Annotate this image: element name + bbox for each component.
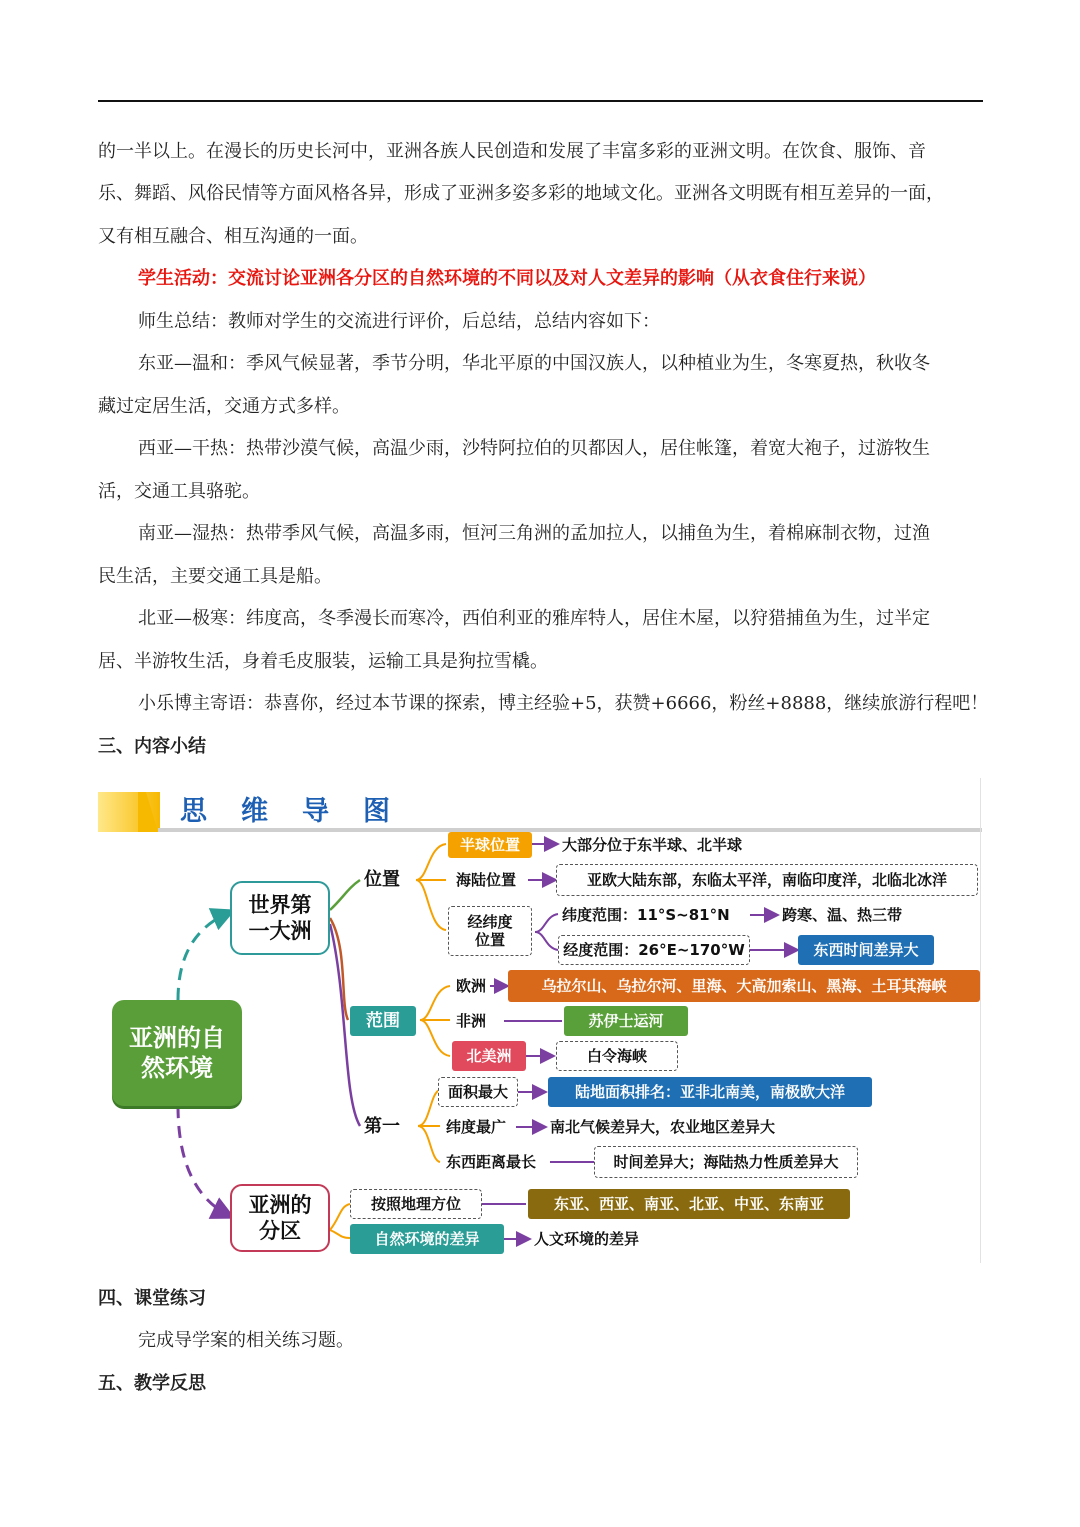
mind-map [98,778,982,1263]
world-first-node: 世界第一大洲 [230,881,330,955]
paragraph-line: 的一半以上。在漫长的历史长河中，亚洲各族人民创造和发展了丰富多彩的亚洲文明。在饮食、服饰、音 [98,141,926,162]
north-asia-line: 北亚—极寒：纬度高，冬季漫长而寒冷，西伯利亚的雅库特人，居住木屋，以狩猎捕鱼为生，过半定 [138,608,930,629]
root-node: 亚洲的自然环境 [112,1000,242,1106]
area-value: 陆地面积排名：亚非北南美，南极欧大洋 [548,1077,872,1107]
natural-diff-node: 自然环境的差异 [350,1224,504,1254]
ewlong-value: 时间差异大；海陆热力性质差异大 [594,1146,858,1178]
lat-range: 纬度范围：11°S~81°N [562,906,730,924]
paragraph-line: 乐、舞蹈、风俗民情等方面风格各异，形成了亚洲多姿多彩的地域文化。亚洲各文明既有相互差异的一面， [98,183,944,204]
latwide-node: 纬度最广 [446,1118,507,1136]
west-asia-line-cont: 活，交通工具骆驼。 [98,481,260,502]
hemisphere-node: 半球位置 [448,832,532,858]
by-geo-value: 东亚、西亚、南亚、北亚、中亚、东南亚 [528,1189,850,1219]
lon-result: 东西时间差异大 [798,935,934,965]
south-asia-line-cont: 民生活，主要交通工具是船。 [98,566,332,587]
lon-range: 经度范围：26°E~170°W [558,935,750,965]
sealand-value: 亚欧大陆东部，东临太平洋，南临印度洋，北临北冰洋 [556,864,978,896]
paragraph-line: 又有相互融合、相互沟通的一面。 [98,226,368,247]
lat-result: 跨寒、温、热三带 [782,906,903,924]
namerica-value: 白令海峡 [556,1041,678,1071]
east-asia-line: 东亚—温和：季风气候显著，季节分明，华北平原的中国汉族人，以种植业为生，冬寒夏热，秋收冬 [138,353,930,374]
section-5-title: 五、教学反思 [98,1373,206,1394]
lonlat-node: 经纬度位置 [448,906,532,956]
hemisphere-value: 大部分位于东半球、北半球 [562,836,743,854]
summary-intro: 师生总结：教师对学生的交流进行评价，后总结，总结内容如下： [138,311,660,332]
sealand-node: 海陆位置 [456,871,517,889]
section-4-text: 完成导学案的相关练习题。 [138,1330,354,1351]
by-geo-node: 按照地理方位 [350,1189,482,1219]
header-rule [98,100,983,102]
section-4-title: 四、课堂练习 [98,1288,206,1309]
location-node: 位置 [364,869,400,890]
east-asia-line-cont: 藏过定居生活，交通方式多样。 [98,396,350,417]
section-3-title: 三、内容小结 [98,736,206,757]
north-asia-line-cont: 居、半游牧生活，身着毛皮服装，运输工具是狗拉雪橇。 [98,651,548,672]
first-node: 第一 [364,1116,400,1137]
south-asia-line: 南亚—湿热：热带季风气候，高温多雨，恒河三角洲的孟加拉人，以捕鱼为生，着棉麻制衣物，过渔 [138,523,930,544]
west-asia-line: 西亚—干热：热带沙漠气候，高温少雨，沙特阿拉伯的贝都因人，居住帐篷，着宽大袍子，过游牧生 [138,438,930,459]
human-diff-node: 人文环境的差异 [534,1230,640,1248]
europe-value: 乌拉尔山、乌拉尔河、里海、大高加索山、黑海、土耳其海峡 [508,970,980,1002]
africa-node: 非洲 [456,1012,487,1030]
ewlong-node: 东西距离最长 [446,1153,537,1171]
mind-map-title: 思维导图 [180,796,424,827]
area-node: 面积最大 [438,1077,518,1107]
africa-value: 苏伊士运河 [564,1006,688,1036]
namerica-node: 北美洲 [452,1041,526,1071]
student-activity: 学生活动：交流讨论亚洲各分区的自然环境的不同以及对人文差异的影响（从衣食住行来说） [138,268,876,289]
europe-node: 欧洲 [456,977,487,995]
latwide-value: 南北气候差异大，农业地区差异大 [550,1118,776,1136]
blogger-message: 小乐博主寄语：恭喜你，经过本节课的探索，博主经验+5，获赞+6666，粉丝+8888，继续旅游行程吧！ [138,693,989,714]
scope-node: 范围 [350,1006,416,1036]
regions-node: 亚洲的分区 [230,1184,330,1252]
